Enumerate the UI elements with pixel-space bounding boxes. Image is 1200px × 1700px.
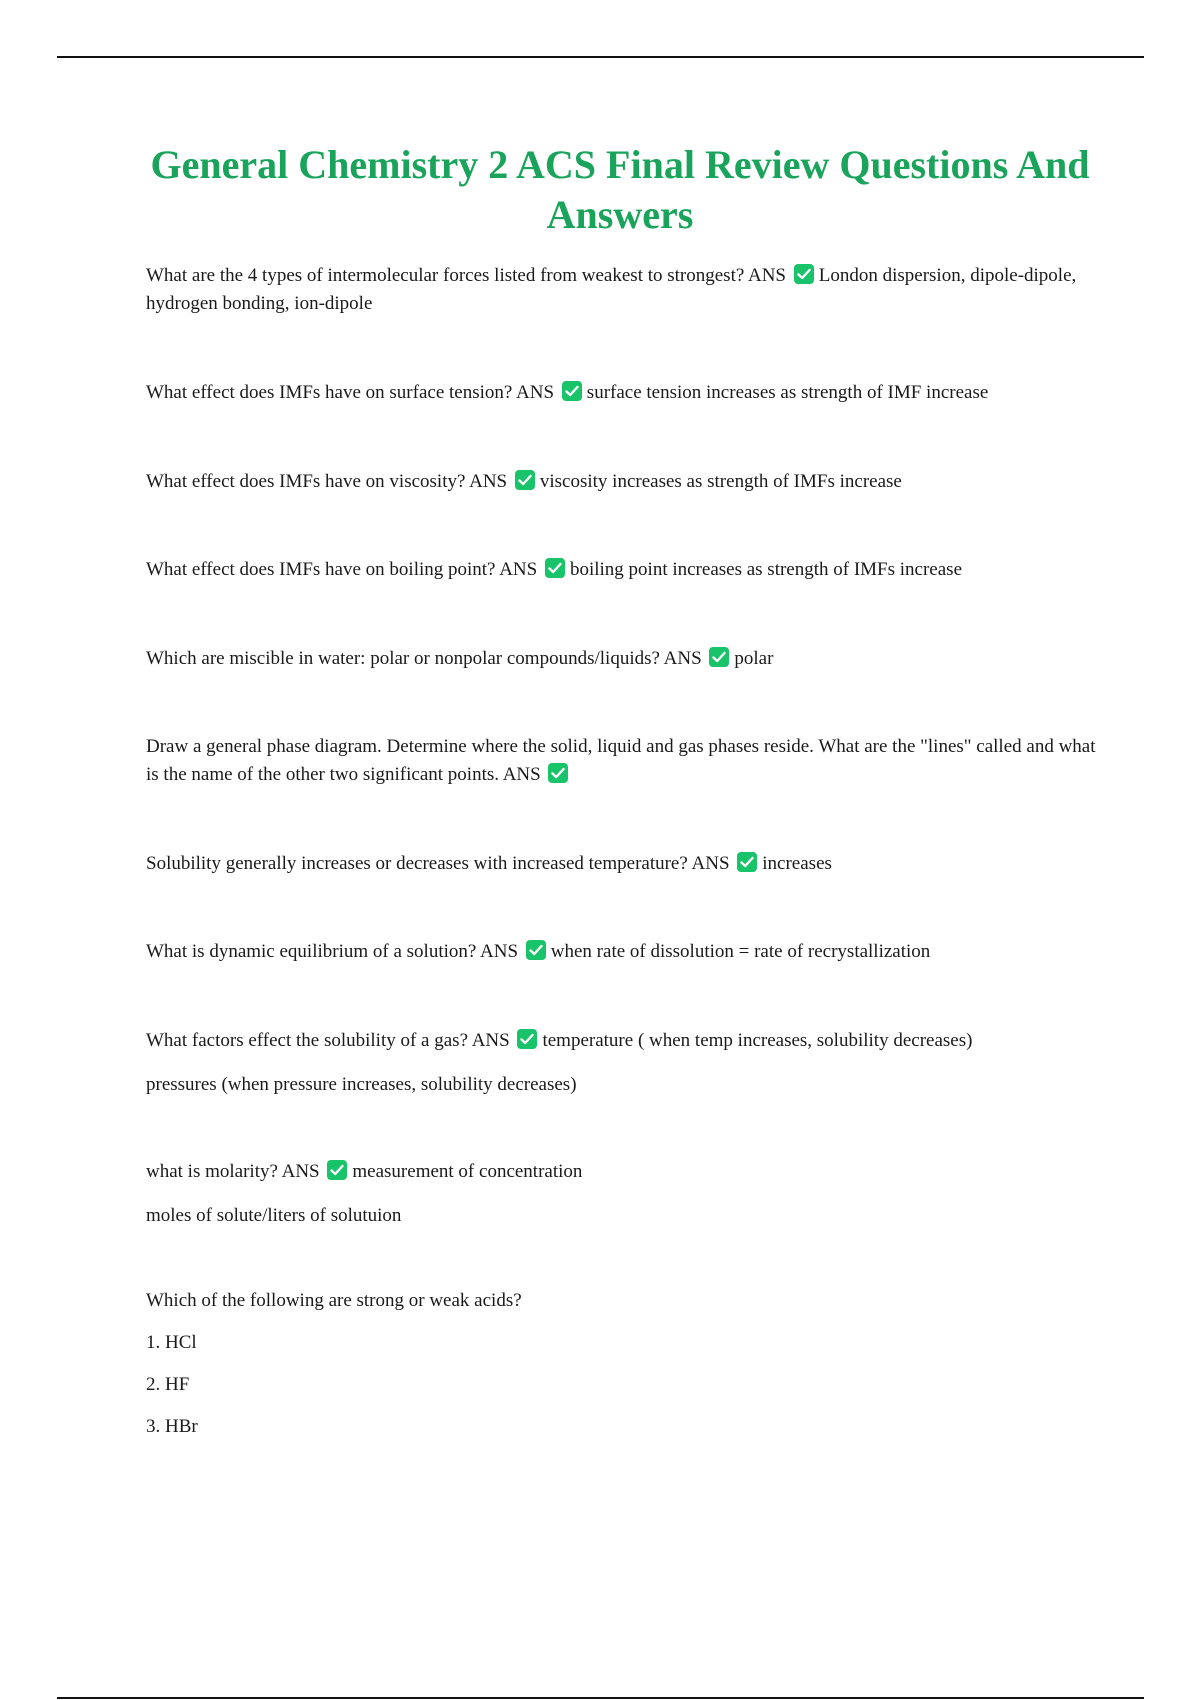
qa-text xyxy=(146,379,1096,407)
check-mark-icon xyxy=(526,940,546,960)
question-text: What is dynamic equilibrium of a solution? ANS xyxy=(146,941,523,962)
qa-text xyxy=(146,733,1096,789)
check-mark-icon xyxy=(562,381,582,401)
qa-item xyxy=(146,379,1096,407)
answer-text: increases xyxy=(762,853,832,874)
check-mark-icon xyxy=(737,852,757,872)
qa-text xyxy=(146,556,1096,584)
qa-item xyxy=(146,556,1096,584)
list-item: 1. HCl xyxy=(146,1332,197,1353)
question-text: What effect does IMFs have on surface tension? ANS xyxy=(146,382,559,403)
qa-text xyxy=(146,468,1096,496)
top-rule xyxy=(57,56,1144,58)
answer-text: measurement of concentration xyxy=(352,1161,583,1182)
qa-text xyxy=(146,850,1096,878)
document-title: General Chemistry 2 ACS Final Review Questions And Answers xyxy=(150,142,1090,237)
answer-text: boiling point increases as strength of IMFs increase xyxy=(569,559,963,580)
qa-item xyxy=(146,645,1096,673)
question-text: What factors effect the solubility of a gas? ANS xyxy=(146,1030,515,1051)
qa-item xyxy=(146,938,1096,966)
list-item: 3. HBr xyxy=(146,1416,198,1437)
answer-continuation: moles of solute/liters of solutuion xyxy=(146,1205,402,1226)
qa-text xyxy=(146,645,1096,673)
answer-text: polar xyxy=(734,648,774,669)
check-mark-icon xyxy=(548,763,568,783)
question-text: Solubility generally increases or decreases with increased temperature? ANS xyxy=(146,853,735,874)
question-text: Which are miscible in water: polar or nonpolar compounds/liquids? ANS xyxy=(146,648,707,669)
qa-item xyxy=(146,733,1096,789)
answer-text: temperature ( when temp increases, solubility decreases) xyxy=(542,1030,973,1051)
question-text: What effect does IMFs have on boiling point? ANS xyxy=(146,559,542,580)
check-mark-icon xyxy=(515,470,535,490)
qa-item xyxy=(146,1027,1096,1099)
answer-continuation: pressures (when pressure increases, solubility decreases) xyxy=(146,1074,577,1095)
qa-text xyxy=(146,1158,1096,1186)
check-mark-icon xyxy=(517,1029,537,1049)
check-mark-icon xyxy=(709,647,729,667)
list-item: 2. HF xyxy=(146,1374,190,1395)
qa-item xyxy=(146,262,1096,318)
question-text: what is molarity? ANS xyxy=(146,1161,325,1182)
question-text: Which of the following are strong or weak acids? xyxy=(146,1290,522,1311)
answer-text: London dispersion, dipole-dipole, hydrogen bonding, ion-dipole xyxy=(146,265,1077,314)
qa-text xyxy=(146,1027,1096,1055)
check-mark-icon xyxy=(545,558,565,578)
acids-question-block xyxy=(146,1287,1096,1441)
question-text: What effect does IMFs have on viscosity? ANS xyxy=(146,471,512,492)
qa-text xyxy=(146,262,1096,318)
qa-item xyxy=(146,1158,1096,1230)
qa-item xyxy=(146,468,1096,496)
answer-text: when rate of dissolution = rate of recrystallization xyxy=(550,941,931,962)
check-mark-icon xyxy=(794,264,814,284)
qa-item xyxy=(146,850,1096,878)
qa-text xyxy=(146,938,1096,966)
question-text: Draw a general phase diagram. Determine where the solid, liquid and gas phases reside. What are the "lines" called and what is the name of the other two significant points. ANS xyxy=(146,736,1096,785)
answer-text: surface tension increases as strength of IMF increase xyxy=(586,382,989,403)
answer-text: viscosity increases as strength of IMFs increase xyxy=(539,471,902,492)
question-text: What are the 4 types of intermolecular forces listed from weakest to strongest? ANS xyxy=(146,265,791,286)
check-mark-icon xyxy=(327,1160,347,1180)
bottom-rule xyxy=(57,1697,1144,1699)
